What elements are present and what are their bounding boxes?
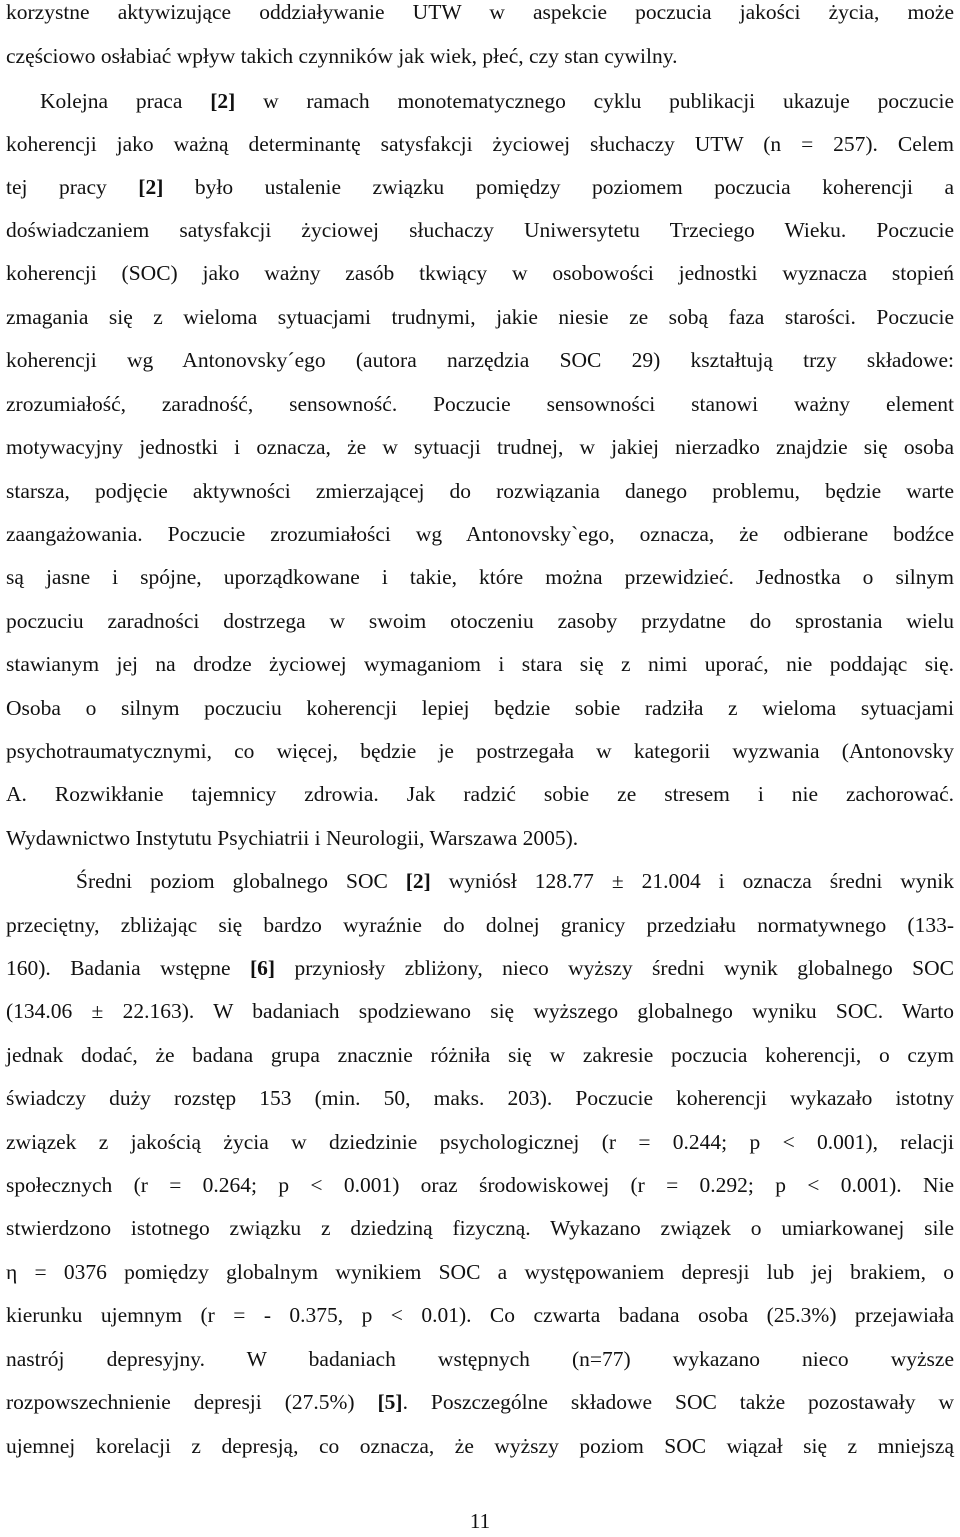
citation-ref: [6]: [249, 956, 276, 980]
text-line: społecznych (r = 0.264; p < 0.001) oraz środowiskowej (r = 0.292; p < 0.001). Nie: [6, 1173, 954, 1197]
text-line: doświadczaniem satysfakcji życiowej słuchaczy Uniwersytetu Trzeciego Wieku. Poczucie: [6, 218, 954, 242]
text-line: są jasne i spójne, uporządkowane i takie, które można przewidzieć. Jednostka o silnym: [6, 565, 954, 589]
text-line: kierunku ujemnym (r = - 0.375, p < 0.01). Co czwarta badana osoba (25.3%) przejawiała: [6, 1303, 954, 1327]
text-line: (134.06 ± 22.163). W badaniach spodziewano się wyższego globalnego wyniku SOC. Warto: [6, 999, 954, 1023]
text-line: koherencji jako ważną determinantę satysfakcji życiowej słuchaczy UTW (n = 257). Celem: [6, 132, 954, 156]
text-line: starsza, podjęcie aktywności zmierzającej do rozwiązania danego problemu, będzie warte: [6, 479, 954, 503]
text-line: Wydawnictwo Instytutu Psychiatrii i Neurologii, Warszawa 2005).: [6, 826, 579, 850]
text-line: związek z jakością życia w dziedzinie psychologicznej (r = 0.244; p < 0.001), relacji: [6, 1130, 954, 1154]
text-line: nastrój depresyjny. W badaniach wstępnych (n=77) wykazano nieco wyższe: [6, 1347, 954, 1371]
citation-ref: [5]: [377, 1390, 403, 1414]
citation-ref: [2]: [405, 869, 431, 893]
text-line: stawianym jej na drodze życiowej wymaganiom i stara się z nimi uporać, nie poddając się.: [6, 652, 954, 676]
text-line: η = 0376 pomiędzy globalnym wynikiem SOC a występowaniem depresji lub jej brakiem, o: [6, 1260, 954, 1284]
text-line: Średni poziom globalnego SOC [2] wyniósł 128.77 ± 21.004 i oznacza średni wynik: [76, 869, 954, 893]
text-line: przeciętny, zbliżając się bardzo wyraźnie do dolnej granicy przedziału normatywnego (133-: [6, 913, 954, 937]
text-line: jednak dodać, że badana grupa znacznie różniła się w zakresie poczucia koherencji, o czym: [6, 1043, 954, 1067]
text-line: korzystne aktywizujące oddziaływanie UTW w aspekcie poczucia jakości życia, może: [6, 0, 954, 24]
text-line: zaangażowania. Poczucie zrozumiałości wg Antonovsky`ego, oznacza, że odbierane bodźce: [6, 522, 954, 546]
citation-ref: [2]: [138, 175, 164, 199]
text-line: Kolejna praca [2] w ramach monotematycznego cyklu publikacji ukazuje poczucie: [40, 89, 954, 113]
text-line: psychotraumatycznymi, co więcej, będzie je postrzegała w kategorii wyzwania (Antonovsky: [6, 739, 954, 763]
text-line: zmagania się z wieloma sytuacjami trudnymi, jakie niesie ze sobą faza starości. Poczucie: [6, 305, 954, 329]
text-line: ujemnej korelacji z depresją, co oznacza, że wyższy poziom SOC wiązał się z mniejszą: [6, 1434, 954, 1458]
text-line: świadczy duży rozstęp 153 (min. 50, maks. 203). Poczucie koherencji wykazało istotny: [6, 1086, 954, 1110]
text-line: koherencji (SOC) jako ważny zasób tkwiący w osobowości jednostki wyznacza stopień: [6, 261, 954, 285]
text-line: Osoba o silnym poczuciu koherencji lepiej będzie sobie radziła z wieloma sytuacjami: [6, 696, 954, 720]
text-line: stwierdzono istotnego związku z dziedziną fizyczną. Wykazano związek o umiarkowanej sile: [6, 1216, 954, 1240]
citation-ref: [2]: [210, 89, 236, 113]
text-line: rozpowszechnienie depresji (27.5%) [5]. Poszczególne składowe SOC także pozostawały w: [6, 1390, 954, 1414]
page-number: 11: [469, 1509, 491, 1533]
text-line: zrozumiałość, zaradność, sensowność. Poczucie sensowności stanowi ważny element: [6, 392, 954, 416]
text-line: koherencji wg Antonovsky´ego (autora narzędzia SOC 29) kształtują trzy składowe:: [6, 348, 954, 372]
text-line: częściowo osłabiać wpływ takich czynników jak wiek, płeć, czy stan cywilny.: [6, 44, 678, 68]
text-line: tej pracy [2] było ustalenie związku pomiędzy poziomem poczucia koherencji a: [6, 175, 954, 199]
text-line: 160). Badania wstępne [6] przyniosły zbliżony, nieco wyższy średni wynik globalnego SOC: [6, 956, 954, 980]
text-line: poczuciu zaradności dostrzega w swoim otoczeniu zasoby przydatne do sprostania wielu: [6, 609, 954, 633]
text-line: A. Rozwikłanie tajemnicy zdrowia. Jak radzić sobie ze stresem i nie zachorować.: [6, 782, 954, 806]
text-line: motywacyjny jednostki i oznacza, że w sytuacji trudnej, w jakiej nierzadko znajdzie się osoba: [6, 435, 954, 459]
